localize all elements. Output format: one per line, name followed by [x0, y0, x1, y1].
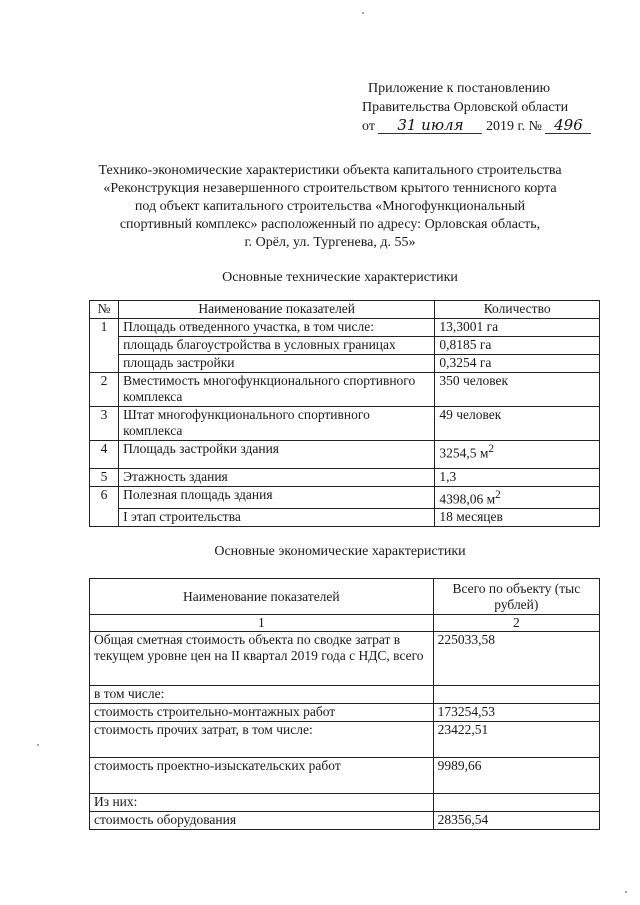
- tech-row-qty-value: 4398,06 м: [439, 491, 496, 507]
- econ-row-value: 28356,54: [433, 812, 599, 830]
- tech-row-number: 2: [90, 373, 119, 407]
- tech-row-qty: 13,3001 га: [435, 319, 600, 337]
- tech-row-name: Полезная площадь здания: [119, 487, 435, 509]
- title-line: спортивный комплекс» расположенный по адресу: Орловская область,: [119, 217, 541, 232]
- tech-header-qty: Количество: [435, 301, 600, 319]
- table-row: [90, 704, 600, 722]
- table-row: [90, 373, 600, 407]
- tech-header-num: №: [90, 301, 119, 319]
- econ-header-total: Всего по объекту (тыс рублей): [433, 579, 599, 615]
- title-line: г. Орёл, ул. Тургенева, д. 55»: [244, 235, 416, 250]
- table-row: [90, 632, 600, 686]
- econ-row-name: стоимость строительно-монтажных работ: [90, 704, 434, 722]
- econ-row-value: 173254,53: [433, 704, 599, 722]
- econ-row-value: 225033,58: [433, 632, 599, 686]
- appendix-year-number-label: 2019 г. №: [485, 119, 542, 134]
- tech-row-qty: 49 человек: [435, 407, 600, 441]
- tech-row-number: 3: [90, 407, 119, 441]
- econ-row-name: стоимость прочих затрат, в том числе:: [90, 722, 434, 758]
- tech-row-number: 1: [90, 319, 119, 373]
- tech-row-qty-value: 3254,5 м: [439, 445, 489, 461]
- table-row: [90, 355, 600, 373]
- econ-row-name: в том числе:: [90, 686, 434, 704]
- tech-row-name: Вместимость многофункционального спортивного комплекса: [119, 373, 435, 407]
- econ-column-number: 2: [433, 615, 599, 632]
- table-row: [90, 469, 600, 487]
- scan-speck: [37, 744, 39, 746]
- scan-speck: [362, 12, 364, 14]
- tech-header-name: Наименование показателей: [119, 301, 435, 319]
- tech-row-name: Площадь отведенного участка, в том числе:: [119, 319, 435, 337]
- appendix-line-2: Правительства Орловской области: [362, 100, 569, 115]
- econ-row-value: 9989,66: [433, 758, 599, 794]
- tech-row-name: площадь благоустройства в условных границах: [119, 337, 435, 355]
- econ-row-value: [433, 794, 599, 812]
- econ-table: [89, 578, 600, 830]
- table-row: [90, 508, 600, 526]
- handwritten-date: 31 июля: [378, 117, 482, 134]
- appendix-from-label: от: [362, 119, 375, 134]
- tech-row-qty: 350 человек: [435, 373, 600, 407]
- tech-row-number: 5: [90, 469, 119, 487]
- tech-row-qty: 18 месяцев: [435, 508, 600, 526]
- table-row: [90, 722, 600, 758]
- title-line: «Реконструкция незавершенного строительством крытого теннисного корта: [103, 181, 557, 196]
- tech-row-number: 6: [90, 487, 119, 527]
- econ-row-name: стоимость оборудования: [90, 812, 434, 830]
- tech-row-qty: 0,8185 га: [435, 337, 600, 355]
- econ-row-value: [433, 686, 599, 704]
- econ-column-number-row: [90, 615, 600, 632]
- title-line: под объект капитального строительства «Многофункциональный: [134, 199, 526, 214]
- tech-table-header-row: [90, 301, 600, 319]
- tech-row-name: площадь застройки: [119, 355, 435, 373]
- tech-row-number: 4: [90, 441, 119, 469]
- table-row: [90, 758, 600, 794]
- unit-superscript: 2: [488, 443, 495, 455]
- tech-row-name: Штат многофункционального спортивного комплекса: [119, 407, 435, 441]
- table-row: [90, 794, 600, 812]
- table-row: [90, 319, 600, 337]
- tech-row-name: I этап строительства: [119, 508, 435, 526]
- table-row: [90, 487, 600, 509]
- tech-row-name: Этажность здания: [119, 469, 435, 487]
- document-title: [80, 162, 580, 252]
- tech-row-qty: 0,3254 га: [435, 355, 600, 373]
- tech-row-qty: [435, 487, 600, 509]
- handwritten-number: 496: [545, 117, 591, 134]
- appendix-header: [362, 79, 622, 136]
- appendix-line-1: Приложение к постановлению: [368, 81, 551, 96]
- econ-row-value: 23422,51: [433, 722, 599, 758]
- econ-header-name: Наименование показателей: [90, 579, 434, 615]
- econ-row-name: стоимость проектно-изыскательских работ: [90, 758, 434, 794]
- table-row: [90, 441, 600, 469]
- econ-table-header-row: [90, 579, 600, 615]
- tech-row-qty: [435, 441, 600, 469]
- unit-superscript: 2: [495, 489, 501, 501]
- tech-section-heading: Основные технические характеристики: [222, 270, 458, 285]
- table-row: [90, 686, 600, 704]
- tech-row-qty: 1,3: [435, 469, 600, 487]
- scan-speck: [625, 891, 627, 893]
- econ-section-heading: Основные экономические характеристики: [214, 544, 466, 559]
- econ-column-number: 1: [90, 615, 434, 632]
- tech-row-name: Площадь застройки здания: [119, 441, 435, 469]
- econ-row-name: Из них:: [90, 794, 434, 812]
- appendix-line-3: [362, 117, 622, 136]
- table-row: [90, 337, 600, 355]
- tech-table: [89, 300, 600, 527]
- table-row: [90, 812, 600, 830]
- title-line: Технико-экономические характеристики объекта капитального строительства: [98, 163, 562, 178]
- econ-row-name: Общая сметная стоимость объекта по сводке затрат в текущем уровне цен на II квартал 2019 года с НДС, всего: [90, 632, 434, 686]
- table-row: [90, 407, 600, 441]
